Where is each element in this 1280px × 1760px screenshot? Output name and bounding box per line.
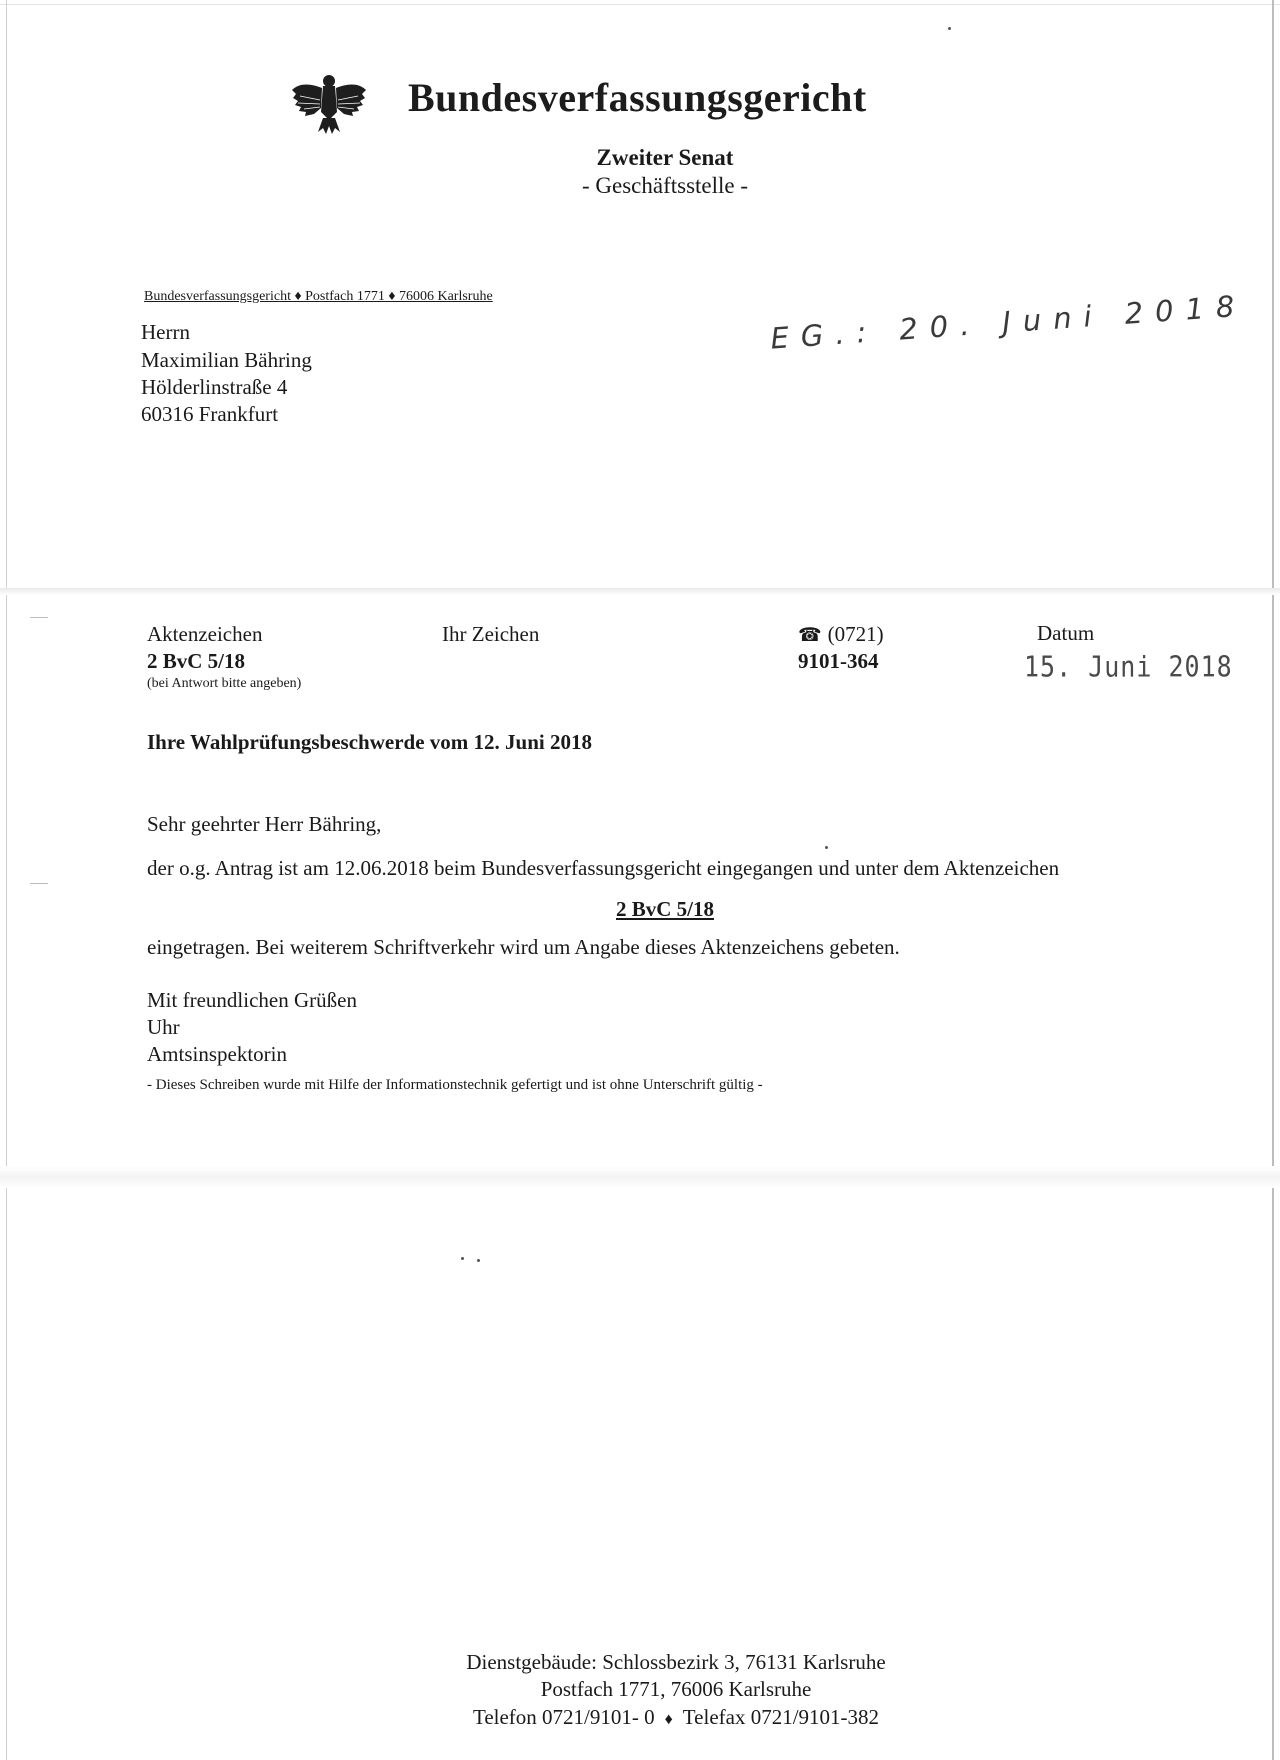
fold-mark: [30, 617, 48, 618]
body-line-2: eingetragen. Bei weiterem Schriftverkehr wird um Angabe dieses Aktenzeichens gebeten.: [147, 935, 900, 959]
scan-edge-right: [1272, 0, 1274, 1760]
signer-name: Uhr: [147, 1015, 180, 1039]
scan-speck: [477, 1259, 480, 1262]
signature-disclaimer: - Dieses Schreiben wurde mit Hilfe der Informationstechnik gefertigt und ist ohne Unterschrift gültig -: [147, 1077, 763, 1093]
date-stamp: 15. Juni 2018: [1024, 649, 1233, 684]
phone-area: [798, 622, 884, 647]
footer-telefax: Telefax 0721/9101-382: [682, 1705, 880, 1729]
ihr-zeichen-label: Ihr Zeichen: [442, 622, 540, 646]
office-name: - Geschäftsstelle -: [581, 173, 749, 198]
body-line-1: der o.g. Antrag ist am 12.06.2018 beim Bundesverfassungsgericht eingegangen und unter dem Aktenzeichen: [147, 856, 1060, 880]
senate-name: Zweiter Senat: [596, 145, 734, 170]
signer-title: Amtsinspektorin: [147, 1042, 287, 1066]
aktenzeichen-label: Aktenzeichen: [147, 622, 263, 646]
phone-number: 9101-364: [798, 649, 879, 673]
closing-regards: Mit freundlichen Grüßen: [147, 988, 357, 1012]
sender-return-line: Bundesverfassungsgericht ♦ Postfach 1771 ♦ 76006 Karlsruhe: [144, 289, 493, 304]
scan-edge-top: [0, 4, 1280, 5]
court-name: Bundesverfassungsgericht: [408, 75, 867, 120]
datum-label: Datum: [1037, 621, 1095, 645]
punch-mark: [30, 883, 48, 884]
diamond-separator-icon: ♦: [664, 1711, 673, 1728]
subject-line: Ihre Wahlprüfungsbeschwerde vom 12. Juni 2018: [147, 730, 592, 754]
federal-eagle-icon: [290, 72, 368, 136]
footer-postbox: Postfach 1771, 76006 Karlsruhe: [540, 1677, 812, 1701]
aktenzeichen-hint: (bei Antwort bitte angeben): [147, 676, 302, 691]
paper-fold-lower: [0, 1166, 1280, 1188]
scan-edge-left: [6, 0, 7, 1760]
paper-fold: [0, 588, 1280, 595]
recipient-street: Hölderlinstraße 4: [141, 375, 288, 399]
aktenzeichen-value: 2 BvC 5/18: [147, 649, 246, 673]
case-reference: 2 BvC 5/18: [615, 897, 714, 921]
phone-area-code: (0721): [827, 622, 884, 646]
footer-telefon: Telefon 0721/9101- 0: [472, 1705, 655, 1729]
greeting: Sehr geehrter Herr Bähring,: [147, 812, 382, 836]
handwritten-received-note: EG.: 20. Juni 2018: [769, 288, 1248, 356]
scan-speck: [948, 27, 951, 30]
telephone-icon: ☎: [798, 624, 822, 646]
footer-building: Dienstgebäude: Schlossbezirk 3, 76131 Karlsruhe: [466, 1650, 886, 1674]
scan-speck: [461, 1257, 464, 1260]
scan-speck: [825, 846, 828, 849]
recipient-salutation: Herrn: [141, 320, 190, 344]
recipient-city: 60316 Frankfurt: [141, 402, 279, 426]
recipient-name: Maximilian Bähring: [141, 348, 312, 372]
footer-contact: [0, 1705, 1280, 1730]
